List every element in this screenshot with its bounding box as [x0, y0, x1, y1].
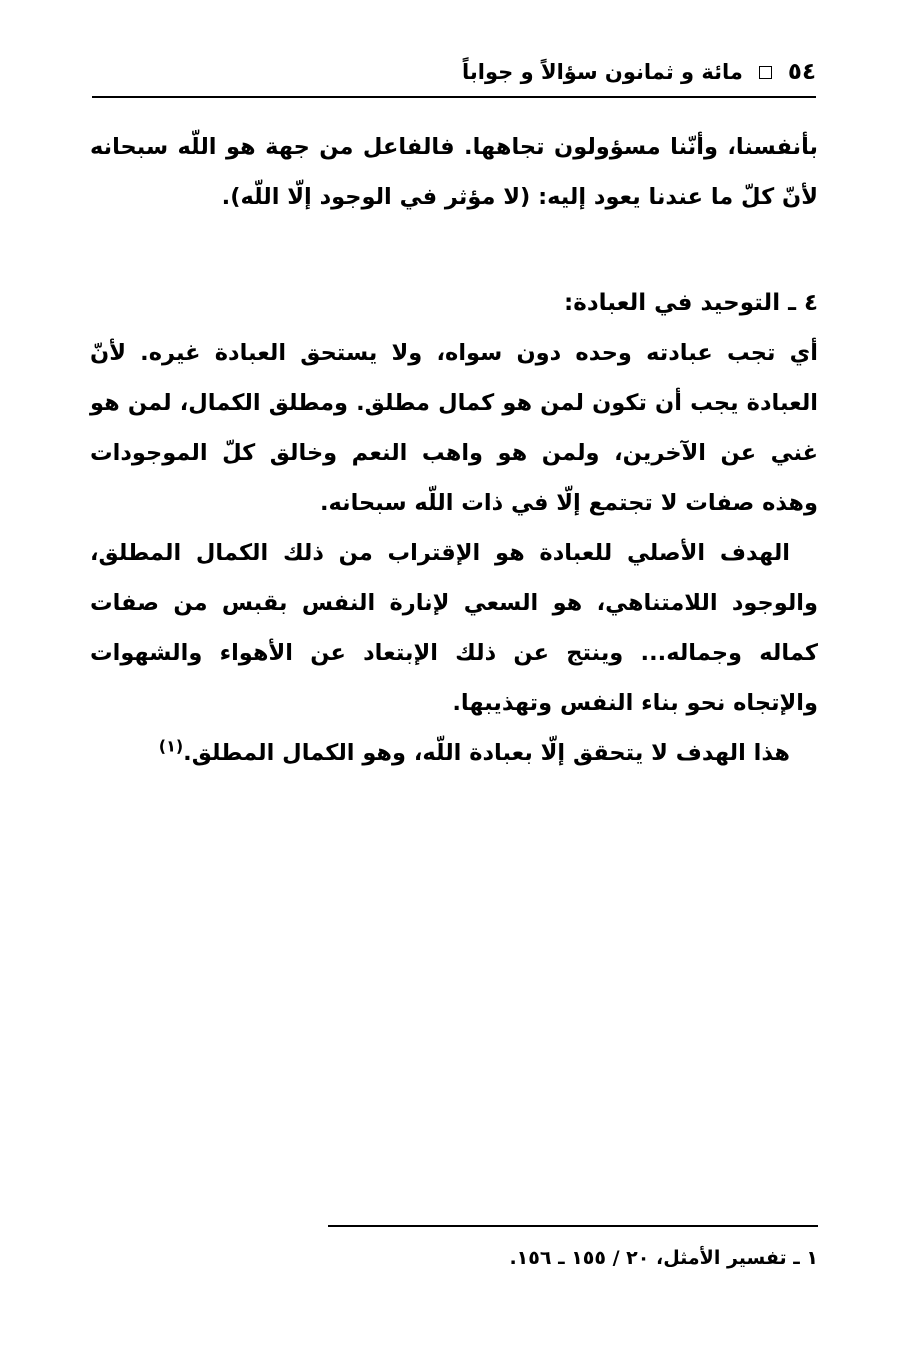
page-body: [90, 122, 818, 778]
footnote-reference[interactable]: (١): [158, 736, 184, 756]
footnote: ١ ـ تفسير الأمثل، ٢٠ / ١٥٥ ـ ١٥٦.: [509, 1247, 818, 1269]
square-icon: [759, 66, 772, 79]
page-number: ٥٤: [787, 59, 816, 85]
paragraph-3: [90, 728, 818, 778]
continued-paragraph: بأنفسنا، وأنّنا مسؤولون تجاهها. فالفاعل من جهة هو اللّه سبحانه لأنّ كلّ ما عندنا يعود إليه: (لا مؤثر في الوجود إلّا اللّه).: [90, 134, 818, 210]
paragraph-1: أي تجب عبادته وحده دون سواه، ولا يستحق العبادة غيره. لأنّ العبادة يجب أن تكون لمن هو كمال مطلق. ومطلق الكمال، لمن هو غني عن الآخرين، ولمن هو واهب النعم وخالق كلّ الموجودات وهذه صفات لا تجتمع إلّا في ذات اللّه سبحانه.: [90, 340, 818, 516]
header-rule: [92, 96, 816, 98]
paragraph-2: الهدف الأصلي للعبادة هو الإقتراب من ذلك الكمال المطلق، والوجود اللامتناهي، هو السعي لإنارة النفس بقبس من صفات كماله وجماله... وينتج عن ذلك الإبتعاد عن الأهواء والشهوات والإتجاه نحو بناء النفس وتهذيبها.: [90, 540, 818, 716]
page-header: [92, 52, 816, 92]
running-title: مائة و ثمانون سؤالاً و جواباً: [462, 60, 743, 84]
footnote-rule: [328, 1225, 818, 1227]
paragraph-3-text: هذا الهدف لا يتحقق إلّا بعبادة اللّه، وهو الكمال المطلق.: [183, 740, 790, 766]
section-heading: ٤ ـ التوحيد في العبادة:: [564, 290, 818, 316]
